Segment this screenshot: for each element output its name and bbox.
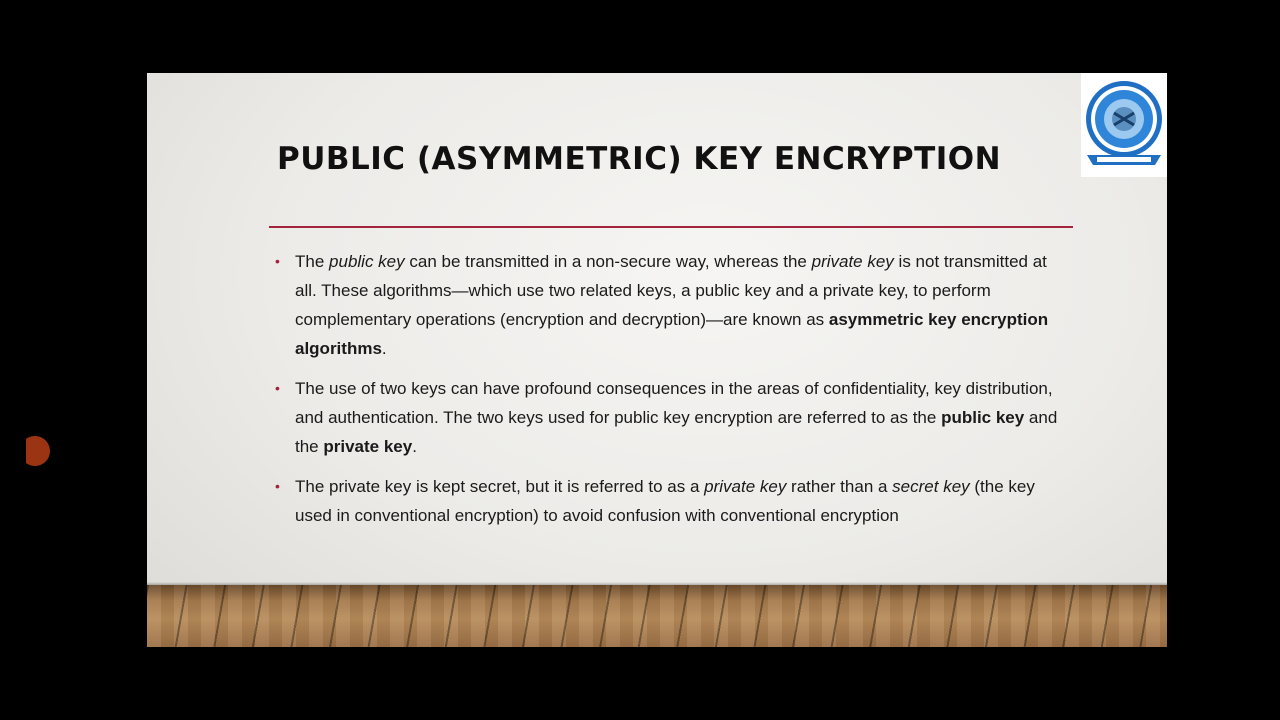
bullet-dot-icon: • — [275, 478, 280, 494]
slide-title: PUBLIC (ASYMMETRIC) KEY ENCRYPTION — [277, 141, 1002, 177]
bullet-text-segment: public key — [329, 252, 405, 271]
bullet-text-segment: and the — [295, 408, 1058, 456]
bullet-dot-icon: • — [275, 380, 280, 396]
bullet-text-segment: private key — [704, 477, 787, 496]
presentation-slide — [147, 73, 1167, 647]
bullet-text-segment: is not transmitted at all. These algorithms—which use two related keys, a public key and a private key, to perform complementary operations (encryption and decryption)—are known as — [295, 252, 1047, 329]
bullet-text-segment: secret key — [892, 477, 970, 496]
bullet-text-segment: public key — [941, 408, 1025, 427]
bullet-list — [275, 247, 1065, 541]
wooden-floor — [147, 585, 1167, 647]
bullet-text-segment: (the key used in conventional encryption) to avoid confusion with conventional encryption — [295, 477, 1035, 525]
bullet-item — [275, 247, 1065, 363]
bullet-text-segment: . — [412, 437, 417, 456]
bullet-item — [275, 472, 1065, 530]
bullet-text-segment: private key — [323, 437, 413, 456]
bullet-dot-icon: • — [275, 253, 280, 269]
bullet-text-segment: The use of two keys can have profound consequences in the areas of confidentiality, key distribution, and authentication. The two keys used for public key encryption are referred to as the — [295, 379, 1053, 427]
title-divider — [269, 226, 1073, 228]
bullet-text-segment: asymmetric key encryption algorithms — [295, 310, 1049, 358]
bullet-text-segment: rather than a — [786, 477, 893, 496]
bullet-text-segment: private key — [811, 252, 894, 271]
college-emblem-icon — [1081, 73, 1167, 177]
bullet-text-segment: can be transmitted in a non-secure way, whereas the — [404, 252, 812, 271]
bullet-item — [275, 374, 1065, 461]
side-marker-icon — [26, 436, 50, 466]
bullet-text-segment: The private key is kept secret, but it is referred to as a — [295, 477, 705, 496]
bullet-text-segment: The — [295, 252, 330, 271]
bullet-text-segment: . — [381, 339, 387, 358]
